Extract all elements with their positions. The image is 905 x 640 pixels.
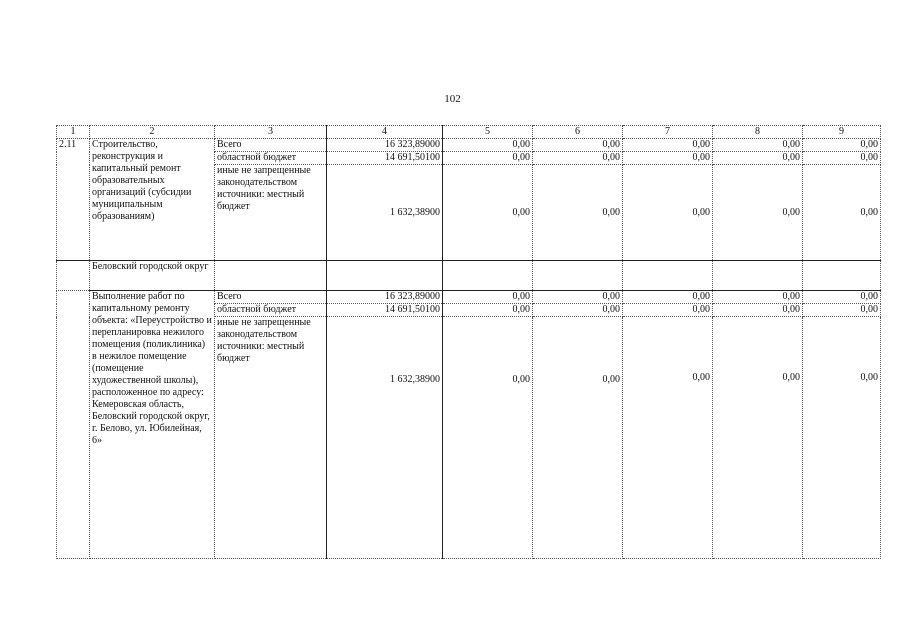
row-name: Беловский городской округ [90,261,215,291]
empty-cell [327,261,443,291]
value-cell: 0,00 [443,165,533,261]
empty-cell [713,261,803,291]
value-cell: 0,00 [443,304,533,317]
value-cell [803,317,881,559]
empty-cell [623,261,713,291]
value-cell: 0,00 [713,304,803,317]
table-row [57,139,881,152]
value-cell: 14 691,50100 [327,304,443,317]
value-cell: 0,00 [803,291,881,304]
source-label: иные не запрещенные законодательством источники: местный бюджет [215,165,327,261]
value-cell: 0,00 [443,139,533,152]
value-text: 1 632,38900 [390,374,440,385]
value-text: 0,00 [602,374,620,385]
value-cell: 0,00 [623,152,713,165]
value-cell: 0,00 [803,304,881,317]
value-cell: 0,00 [713,152,803,165]
empty-cell [57,291,90,559]
value-cell: 0,00 [713,139,803,152]
empty-cell [803,261,881,291]
value-text: 0,00 [512,374,530,385]
value-cell [443,317,533,559]
empty-cell [443,261,533,291]
source-label: Всего [215,291,327,304]
source-label: областной бюджет [215,152,327,165]
empty-cell [533,261,623,291]
value-cell: 0,00 [623,304,713,317]
value-cell: 0,00 [533,304,623,317]
empty-cell [57,261,90,291]
row-code: 2.11 [57,139,90,261]
table-header-row [57,126,881,139]
value-cell: 14 691,50100 [327,152,443,165]
empty-cell [215,261,327,291]
table-row [57,291,881,304]
value-cell: 16 323,89000 [327,139,443,152]
source-label: областной бюджет [215,304,327,317]
value-cell: 0,00 [623,165,713,261]
page-number: 102 [444,93,461,105]
column-header: 9 [803,126,881,139]
value-cell: 0,00 [713,291,803,304]
value-cell [327,317,443,559]
column-header: 6 [533,126,623,139]
column-header: 8 [713,126,803,139]
value-cell: 16 323,89000 [327,291,443,304]
column-header: 1 [57,126,90,139]
value-cell: 0,00 [623,291,713,304]
column-header: 4 [327,126,443,139]
table-row [57,261,881,291]
column-header: 7 [623,126,713,139]
value-cell: 0,00 [803,139,881,152]
value-cell: 0,00 [533,291,623,304]
value-cell: 0,00 [533,152,623,165]
value-text: 0,00 [860,372,878,383]
value-cell [623,317,713,559]
value-cell: 0,00 [533,139,623,152]
column-header: 3 [215,126,327,139]
value-cell: 0,00 [803,152,881,165]
value-cell: 0,00 [443,291,533,304]
value-cell: 0,00 [803,165,881,261]
value-cell [713,317,803,559]
value-text: 0,00 [782,372,800,383]
row-name: Выполнение работ по капитальному ремонту объекта: «Переустройство и перепланировка нежилого помещения (поликлиника) в нежилое помещение (помещение художественной школы), расположенное по адресу: Кемеровская область, Беловский городской округ, г. Белово, ул. Юбилейная, 6» [90,291,215,559]
value-cell: 0,00 [443,152,533,165]
program-table [56,125,881,559]
column-header: 5 [443,126,533,139]
value-cell: 0,00 [713,165,803,261]
column-header: 2 [90,126,215,139]
source-label: иные не запрещенные законодательством источники: местный бюджет [215,317,327,559]
value-text: 0,00 [692,372,710,383]
source-label: Всего [215,139,327,152]
value-cell: 1 632,38900 [327,165,443,261]
value-cell: 0,00 [623,139,713,152]
row-name: Строительство, реконструкция и капитальный ремонт образовательных организаций (субсидии муниципальным образованиям) [90,139,215,261]
value-cell [533,317,623,559]
value-cell: 0,00 [533,165,623,261]
